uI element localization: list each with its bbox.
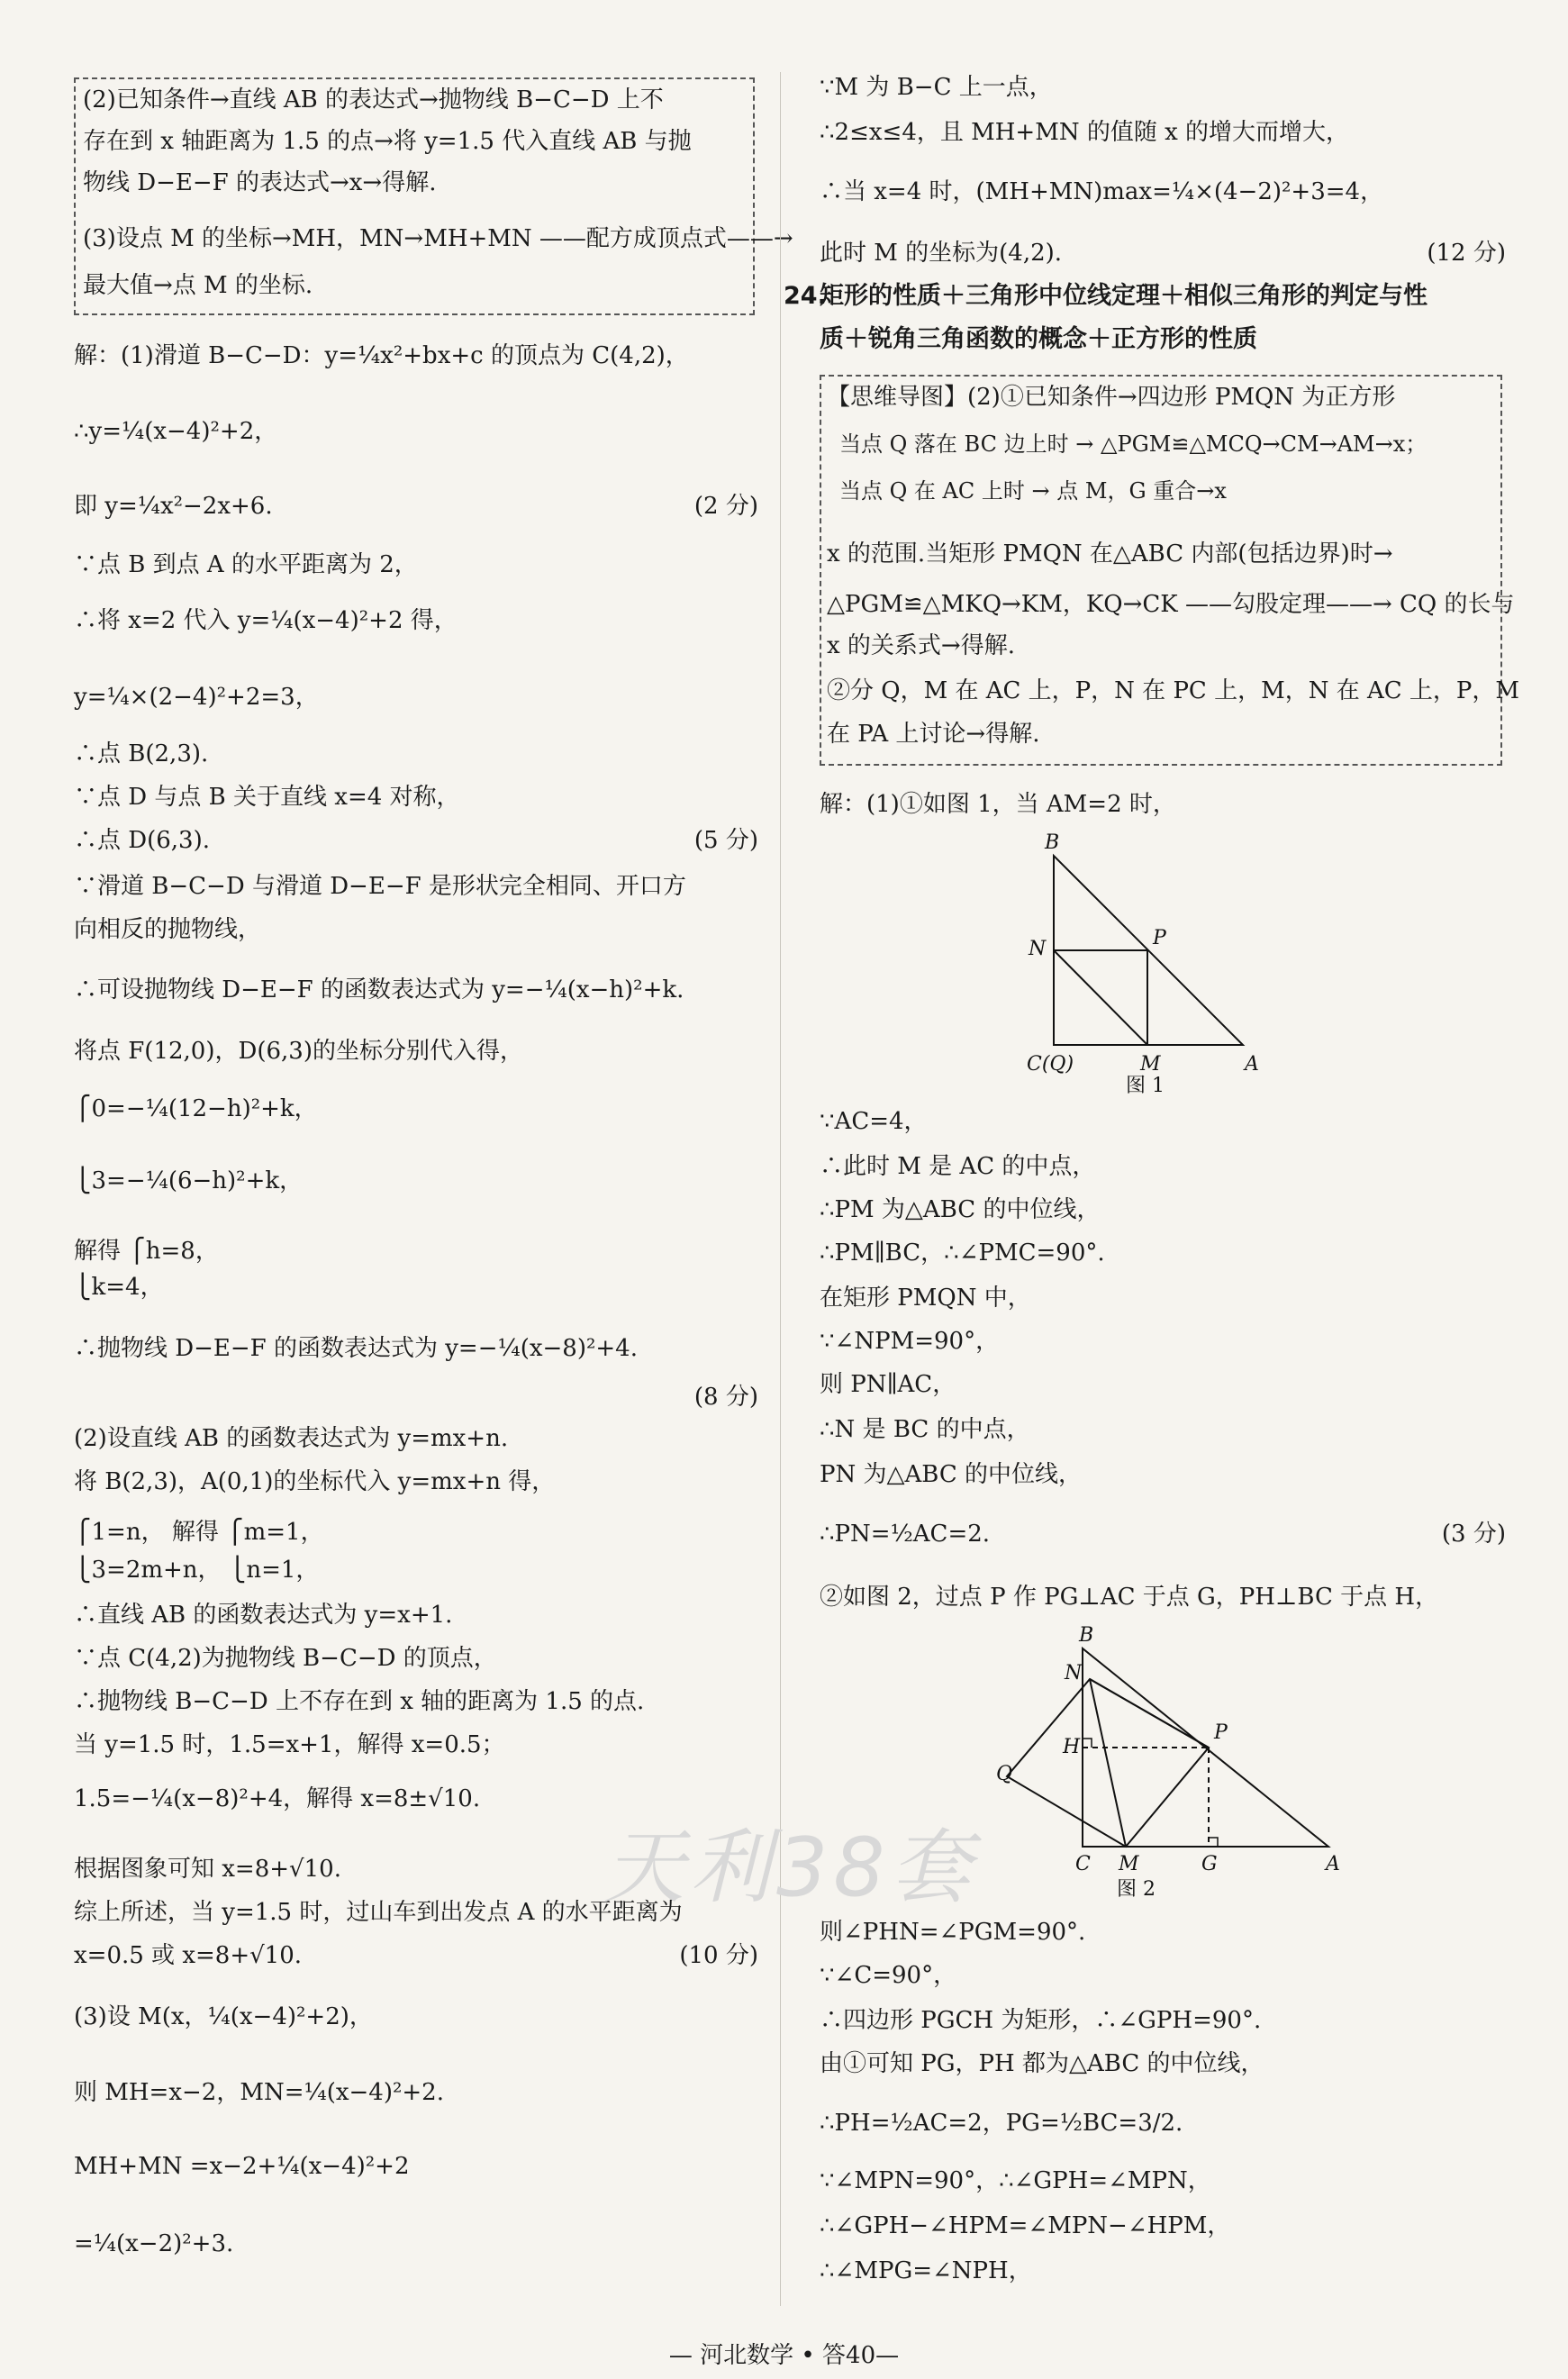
hint-line: 物线 D−E−F 的表达式→x→得解. xyxy=(83,169,437,196)
solution-line: 即 y=¼x²−2x+6. xyxy=(74,493,273,520)
mind-map-line: ②分 Q，M 在 AC 上，P，N 在 PC 上，M，N 在 AC 上，P，M xyxy=(827,677,1520,704)
solution-line: (3)设 M(x，¼(x−4)²+2)， xyxy=(74,2003,373,2030)
solution-line: (2)设直线 AB 的函数表达式为 y=mx+n. xyxy=(74,1425,509,1452)
solution-line: ∵∠MPN=90°，∴∠GPH=∠MPN， xyxy=(820,2167,1211,2194)
solution-line: ∴直线 AB 的函数表达式为 y=x+1. xyxy=(74,1602,453,1629)
score: (8 分) xyxy=(693,1384,758,1411)
question-title: 矩形的性质＋三角形中位线定理＋相似三角形的判定与性 xyxy=(820,282,1428,310)
label-b: B xyxy=(1045,831,1060,854)
solution-line: ∴抛物线 D−E−F 的函数表达式为 y=−¼(x−8)²+4. xyxy=(74,1335,638,1362)
solution-line: y=¼×(2−4)²+2=3， xyxy=(74,684,319,711)
solution-line: 根据图象可知 x=8+√10. xyxy=(74,1856,341,1883)
solution-line: ∴点 D(6,3). xyxy=(74,827,211,854)
solution-line: 在矩形 PMQN 中， xyxy=(820,1285,1031,1312)
label-n: N xyxy=(1065,1662,1083,1684)
label-a: A xyxy=(1326,1853,1340,1875)
equation-system: ⎧1=n， 解得 ⎧m=1， xyxy=(74,1519,324,1546)
segment-np xyxy=(1090,1679,1209,1748)
solution-line: MH+MN =x−2+¼(x−4)²+2 xyxy=(74,2153,410,2180)
equation-system: ⎧0=−¼(12−h)²+k， xyxy=(74,1095,318,1122)
mind-map-line: △PGM≌△MKQ→KM，KQ→CK ——勾股定理——→ CQ 的长与 xyxy=(827,591,1515,618)
solution-line: ∴将 x=2 代入 y=¼(x−4)²+2 得， xyxy=(74,607,458,634)
solution-line: 则 MH=x−2，MN=¼(x−4)²+2. xyxy=(74,2079,444,2106)
solution-line: ∴PN=½AC=2. xyxy=(820,1521,991,1548)
solution-line: 解：(1)①如图 1，当 AM=2 时， xyxy=(820,791,1176,818)
solution-line: ∴可设抛物线 D−E−F 的函数表达式为 y=−¼(x−h)²+k. xyxy=(74,976,684,1003)
solution-line: ∴四边形 PGCH 为矩形，∴∠GPH=90°. xyxy=(820,2007,1262,2034)
mind-map-line: x 的关系式→得解. xyxy=(827,632,1015,659)
solution-line: ∴y=¼(x−4)²+2， xyxy=(74,418,278,445)
solution-line: ∴∠GPH−∠HPM=∠MPN−∠HPM， xyxy=(820,2212,1231,2239)
solution-line: ∴∠MPG=∠NPH， xyxy=(820,2257,1032,2284)
mind-map-line: 当点 Q 落在 BC 边上时 → △PGM≌△MCQ→CM→AM→x； xyxy=(839,431,1428,457)
label-m: M xyxy=(1140,1053,1161,1076)
solution-line: 向相反的抛物线， xyxy=(74,916,262,943)
solution-line: ∵点 D 与点 B 关于直线 x=4 对称， xyxy=(74,784,460,811)
solution-line: ∴当 x=4 时，(MH+MN)max=¼×(4−2)²+3=4， xyxy=(820,178,1384,205)
figure-caption: 图 1 xyxy=(1126,1075,1165,1097)
solution-line: 将 B(2,3)，A(0,1)的坐标代入 y=mx+n 得， xyxy=(74,1468,556,1495)
label-c: C xyxy=(1075,1853,1091,1875)
right-angle-h xyxy=(1083,1739,1092,1748)
mind-map-line: 【思维导图】(2)①已知条件→四边形 PMQN 为正方形 xyxy=(827,384,1396,411)
solution-line: ∴N 是 BC 的中点， xyxy=(820,1416,1030,1443)
hint-line: (3)设点 M 的坐标→MH，MN→MH+MN ——配方成顶点式——→ xyxy=(83,225,793,252)
column-divider xyxy=(780,72,781,2306)
solution-line: 由①可知 PG，PH 都为△ABC 的中位线， xyxy=(820,2050,1264,2077)
solution-line: ∴点 B(2,3). xyxy=(74,740,209,767)
solution-line: ②如图 2，过点 P 作 PG⊥AC 于点 G，PH⊥BC 于点 H， xyxy=(820,1584,1439,1611)
solution-line: ⎩k=4， xyxy=(74,1274,164,1301)
label-m: M xyxy=(1119,1853,1139,1875)
solution-line: ∵点 C(4,2)为抛物线 B−C−D 的顶点， xyxy=(74,1645,497,1672)
label-p: P xyxy=(1153,927,1166,949)
mind-map-box xyxy=(820,375,1520,766)
solution-line: 将点 F(12,0)，D(6,3)的坐标分别代入得， xyxy=(74,1038,523,1065)
solution-line: 解：(1)滑道 B−C−D：y=¼x²+bx+c 的顶点为 C(4,2)， xyxy=(74,342,689,369)
segment-nm xyxy=(1090,1679,1126,1847)
hint-line: (2)已知条件→直线 AB 的表达式→抛物线 B−C−D 上不 xyxy=(83,86,664,114)
hint-box-left xyxy=(74,77,793,315)
solution-line: ∴PM 为△ABC 的中位线， xyxy=(820,1196,1101,1223)
solution-line: =¼(x−2)²+3. xyxy=(74,2230,234,2257)
label-n: N xyxy=(1029,938,1047,960)
solution-line: ∵∠C=90°， xyxy=(820,1962,957,1989)
solution-line: ∵点 B 到点 A 的水平距离为 2， xyxy=(74,551,418,578)
hint-line: 存在到 x 轴距离为 1.5 的点→将 y=1.5 代入直线 AB 与抛 xyxy=(83,128,692,155)
solution-line: 则∠PHN=∠PGM=90°. xyxy=(820,1919,1086,1946)
solution-line: ∴PM∥BC，∴∠PMC=90°. xyxy=(820,1239,1105,1267)
solution-line: 解得 ⎧h=8， xyxy=(74,1238,219,1265)
mind-map-line: 在 PA 上讨论→得解. xyxy=(827,721,1040,748)
figure-caption: 图 2 xyxy=(1117,1878,1156,1901)
solution-line: ∵∠NPM=90°， xyxy=(820,1328,1000,1355)
label-p: P xyxy=(1214,1721,1228,1744)
question-number: 24. xyxy=(784,282,827,310)
solution-line: 此时 M 的坐标为(4,2). xyxy=(820,240,1063,267)
solution-line: 1.5=−¼(x−8)²+4，解得 x=8±√10. xyxy=(74,1785,481,1812)
score: (10 分) xyxy=(679,1942,758,1969)
score: (5 分) xyxy=(693,827,758,854)
figure-1 xyxy=(1009,829,1279,1099)
solution-line: 则 PN∥AC， xyxy=(820,1371,956,1398)
equation-system: ⎩3=−¼(6−h)²+k， xyxy=(74,1167,304,1194)
segment-nm xyxy=(1054,950,1147,1045)
mind-map-line: x 的范围.当矩形 PMQN 在△ABC 内部(包括边界)时→ xyxy=(827,540,1393,568)
right-angle-g xyxy=(1209,1838,1218,1847)
solution-line: x=0.5 或 x=8+√10. xyxy=(74,1942,303,1969)
solution-line: 当 y=1.5 时，1.5=x+1，解得 x=0.5； xyxy=(74,1731,505,1758)
solution-line: ∵AC=4， xyxy=(820,1108,928,1135)
solution-line: ∴PH=½AC=2，PG=½BC=3/2. xyxy=(820,2110,1183,2137)
label-b: B xyxy=(1079,1624,1094,1647)
solution-line: ∵M 为 B−C 上一点， xyxy=(820,74,1053,101)
solution-line: 综上所述，当 y=1.5 时，过山车到出发点 A 的水平距离为 xyxy=(74,1899,683,1926)
score: (3 分) xyxy=(1441,1521,1506,1548)
label-g: G xyxy=(1201,1853,1218,1875)
label-h: H xyxy=(1063,1736,1081,1758)
hint-line: 最大值→点 M 的坐标. xyxy=(83,272,313,299)
watermark: 天利38套 xyxy=(603,1821,977,1915)
label-c: C(Q) xyxy=(1027,1053,1074,1076)
score: (2 分) xyxy=(693,493,758,520)
label-a: A xyxy=(1245,1053,1259,1076)
mind-map-line: 当点 Q 在 AC 上时 → 点 M，G 重合→x xyxy=(839,478,1227,504)
solution-line: ∴此时 M 是 AC 的中点， xyxy=(820,1153,1096,1180)
solution-line: ∵滑道 B−C−D 与滑道 D−E−F 是形状完全相同、开口方 xyxy=(74,873,686,900)
score: (12 分) xyxy=(1427,240,1506,267)
equation-system: ⎩3=2m+n， ⎩n=1， xyxy=(74,1557,320,1584)
page-footer: — 河北数学 • 答40— xyxy=(668,2342,900,2369)
solution-line: ∴2≤x≤4，且 MH+MN 的值随 x 的增大而增大， xyxy=(820,119,1350,146)
question-title: 质＋锐角三角函数的概念＋正方形的性质 xyxy=(820,325,1257,353)
figure-2 xyxy=(996,1621,1360,1910)
solution-line: PN 为△ABC 的中位线， xyxy=(820,1461,1083,1488)
label-q: Q xyxy=(996,1763,1013,1785)
solution-line: ∴抛物线 B−C−D 上不存在到 x 轴的距离为 1.5 的点. xyxy=(74,1688,645,1715)
